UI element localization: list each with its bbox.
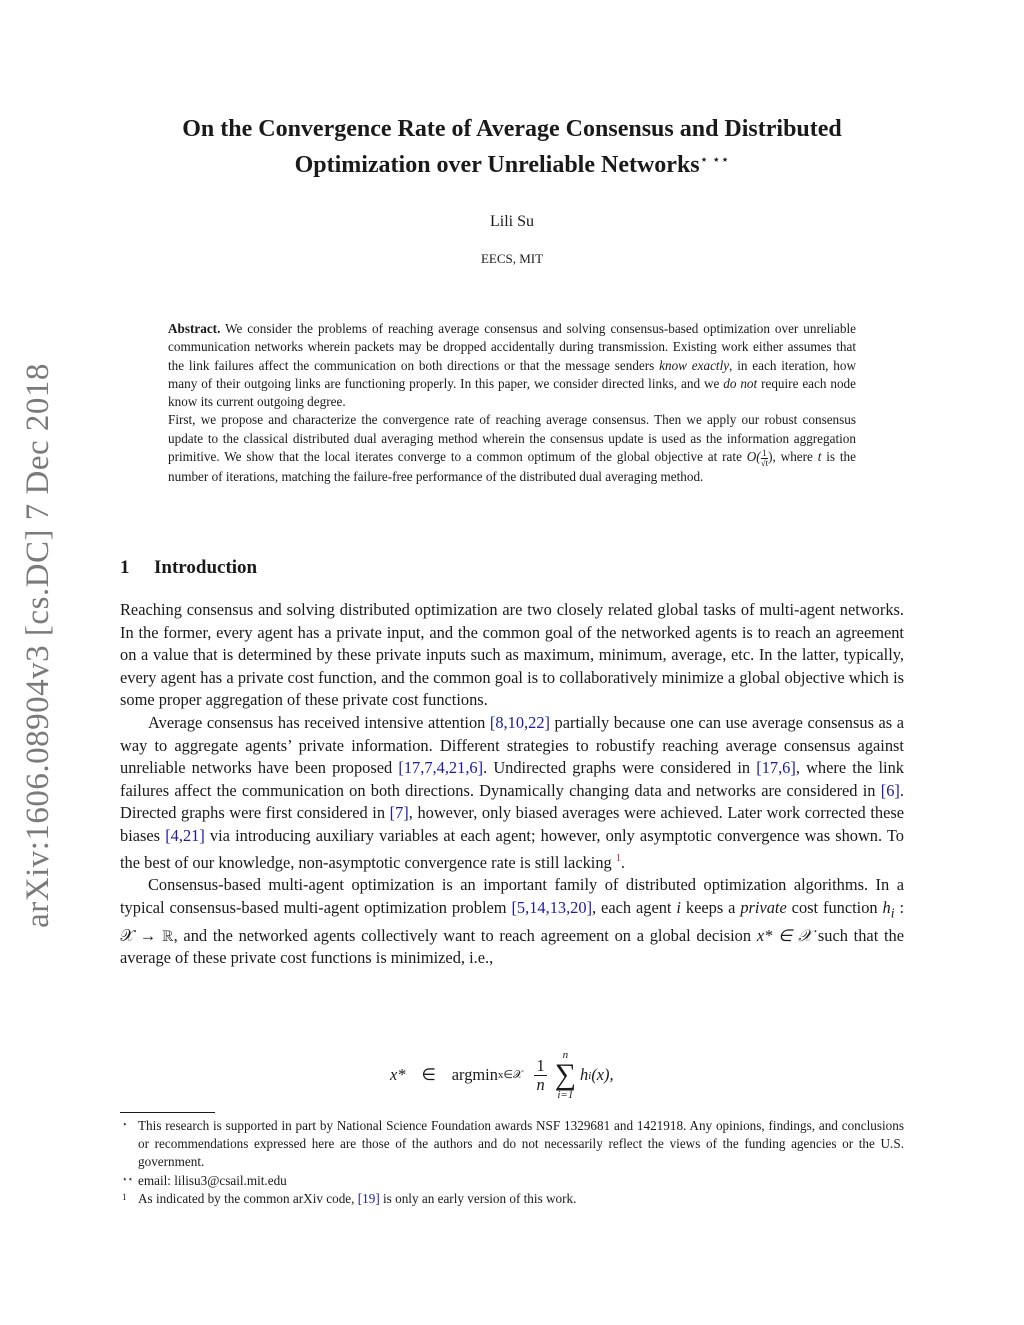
introduction-body bbox=[120, 599, 904, 970]
footnote-mark: 1 bbox=[122, 1191, 127, 1202]
abstract-paragraph-1 bbox=[168, 320, 856, 411]
math-variable: h bbox=[882, 897, 891, 917]
footnote-email bbox=[120, 1172, 904, 1190]
footnote-text: This research is supported in part by National Science Foundation awards NSF 1329681 and 1421918. Any opinions, findings, and conclusions or recommendations expressed here are those of the authors and do not necessarily reflect the views of the funding agencies or the U.S. government. bbox=[138, 1118, 904, 1170]
footnote-funding bbox=[120, 1117, 904, 1172]
citation-link[interactable]: [17,7,4,21,6] bbox=[398, 758, 484, 778]
rate-denominator: √t bbox=[760, 458, 769, 469]
equation-function: h bbox=[580, 1065, 589, 1084]
abstract bbox=[168, 320, 856, 486]
body-text: Average consensus has received intensive attention bbox=[148, 712, 486, 732]
equation-function-subscript: i bbox=[588, 1070, 592, 1082]
abstract-label: Abstract. bbox=[168, 321, 221, 336]
equation-fraction-denominator: n bbox=[536, 1074, 545, 1094]
body-text: keeps a bbox=[685, 897, 736, 917]
sum-symbol: ∑ bbox=[554, 1058, 577, 1091]
author-affiliation: EECS, MIT bbox=[480, 251, 544, 266]
body-text: . Undirected graphs were considered in bbox=[483, 758, 751, 778]
math-variable: t bbox=[817, 449, 822, 465]
intro-paragraph-2 bbox=[120, 712, 904, 874]
equation-relation: ∈ bbox=[421, 1065, 436, 1084]
footnote-mark: ⋆ bbox=[122, 1119, 128, 1129]
section-title: Introduction bbox=[154, 557, 258, 578]
rate-suffix: ) bbox=[768, 449, 773, 465]
math-variable: i bbox=[676, 897, 681, 917]
rate-prefix: O( bbox=[746, 449, 761, 465]
body-text: such that the average of these private cost functions is minimized, i.e., bbox=[120, 925, 905, 968]
math-subscript: i bbox=[890, 905, 895, 920]
sum-lower-limit: i=1 bbox=[557, 1089, 574, 1101]
citation-link[interactable]: [8,10,22] bbox=[489, 712, 550, 732]
body-text: partially because one can use average consensus as a way to aggregate agents’ private information. Different strategies to robustify reaching average consensus against unreliable networks have been proposed bbox=[120, 712, 904, 778]
body-text: Consensus-based multi-agent optimization is an important family of distributed optimization algorithms. In a typical consensus-based multi-agent optimization problem bbox=[120, 875, 904, 917]
intro-paragraph-1: Reaching consensus and solving distributed optimization are two closely related global tasks of multi-agent networks. In the former, every agent has a private input, and the common goal of the networked agents is to reach an agreement on a value that is determined by these private inputs such as maximum, minimum, average, etc. In the latter, typically, every agent has a private cost function, and the common goal is to collaboratively minimize a global objective which is some proper aggregation of these private cost functions. bbox=[120, 600, 904, 710]
citation-link[interactable]: [17,6] bbox=[756, 758, 796, 778]
footnote-text: email: lilisu3@csail.mit.edu bbox=[138, 1172, 287, 1188]
citation-link[interactable]: [4,21] bbox=[165, 825, 205, 845]
abstract-text: is the number of iterations, matching the failure-free performance of the distributed dual averaging method. bbox=[168, 449, 857, 485]
body-text: , each agent bbox=[592, 897, 672, 917]
title-line-2 bbox=[110, 145, 914, 181]
abstract-text: require each node know its current outgoing degree. bbox=[168, 375, 857, 410]
section-heading bbox=[120, 557, 257, 579]
arxiv-identifier: arXiv:1606.08904v3 [cs.DC] 7 Dec 2018 bbox=[19, 362, 56, 928]
citation-link[interactable]: [7] bbox=[389, 803, 409, 823]
math-mapping: : 𝒳 → ℝ bbox=[120, 897, 904, 945]
abstract-text: , where bbox=[772, 449, 813, 465]
footnote-text: is only an early version of this work. bbox=[383, 1190, 577, 1206]
body-text: , where the link failures affect the communication on both directions. Dynamically changing data and networks are considered in bbox=[120, 758, 904, 800]
footnote-reference-link[interactable]: 1 bbox=[615, 852, 621, 864]
equation-operator: argmin bbox=[451, 1065, 498, 1084]
abstract-emphasis: know exactly bbox=[659, 357, 730, 373]
equation-operator-subscript: x∈𝒳 bbox=[497, 1069, 523, 1081]
abstract-paragraph-2 bbox=[168, 411, 856, 486]
citation-link[interactable]: [5,14,13,20] bbox=[511, 897, 593, 917]
citation-link[interactable]: [6] bbox=[880, 780, 900, 800]
display-equation bbox=[390, 1046, 690, 1104]
equation-sum bbox=[555, 1049, 576, 1101]
citation-link[interactable]: [19] bbox=[357, 1190, 380, 1206]
title-line-1: On the Convergence Rate of Average Consensus and Distributed bbox=[182, 116, 842, 142]
footnote-text: As indicated by the common arXiv code, bbox=[138, 1190, 355, 1206]
body-text: . bbox=[620, 852, 625, 872]
body-text: , and the networked agents collectively want to reach agreement on a global decision bbox=[173, 925, 752, 945]
body-text: cost function bbox=[791, 897, 878, 917]
convergence-rate bbox=[746, 448, 773, 469]
body-text: , however, only biased averages were achieved. Later work corrected these biases bbox=[120, 803, 904, 845]
equation-fraction bbox=[534, 1057, 546, 1094]
footnote-divider bbox=[120, 1112, 215, 1113]
footnotes bbox=[120, 1117, 904, 1208]
body-text: via introducing auxiliary variables at each agent; however, only asymptotic convergence was shown. To the best of our knowledge, non-asymptotic convergence rate is still lacking bbox=[120, 825, 904, 872]
rate-numerator: 1 bbox=[762, 448, 767, 459]
inline-math-decision: x* ∈ 𝒳 bbox=[756, 925, 813, 945]
title-line-2-text: Optimization over Unreliable Networks bbox=[294, 152, 700, 178]
equation-fraction-numerator: 1 bbox=[536, 1055, 545, 1075]
arxiv-stamp bbox=[10, 355, 66, 935]
abstract-emphasis: do not bbox=[723, 375, 758, 391]
abstract-text: , in each iteration, how many of their outgoing links are functioning properly. In this paper, we consider directed links, and we bbox=[168, 357, 856, 391]
footnote-mark: ⋆⋆ bbox=[122, 1173, 134, 1184]
title-footnote-marks: ⋆ ⋆⋆ bbox=[699, 153, 730, 168]
intro-paragraph-3 bbox=[120, 874, 904, 970]
paper-title bbox=[110, 114, 914, 181]
body-text: . Directed graphs were first considered in bbox=[120, 780, 904, 823]
body-emphasis: private bbox=[740, 897, 787, 917]
abstract-text: We consider the problems of reaching average consensus and solving consensus-based optimization over unreliable communication networks wherein packets may be dropped accidentally during transmission. Existing work either assumes that the link failures affect the communication on both directions or that the message senders bbox=[168, 321, 857, 373]
section-number: 1 bbox=[120, 557, 130, 578]
equation-argument: (x), bbox=[591, 1065, 614, 1084]
footnote-arxiv-version bbox=[120, 1190, 904, 1208]
sum-upper-limit: n bbox=[562, 1049, 569, 1061]
equation-lhs: x* bbox=[390, 1065, 406, 1084]
author-name: Lili Su bbox=[489, 213, 534, 230]
abstract-text: First, we propose and characterize the convergence rate of reaching average consensus. Then we apply our robust consensus update to the classical distributed dual averaging method wherein the consensus update is used as the information aggregation primitive. We show that the local iterates converge to a common optimum of the global objective at rate bbox=[168, 412, 856, 465]
